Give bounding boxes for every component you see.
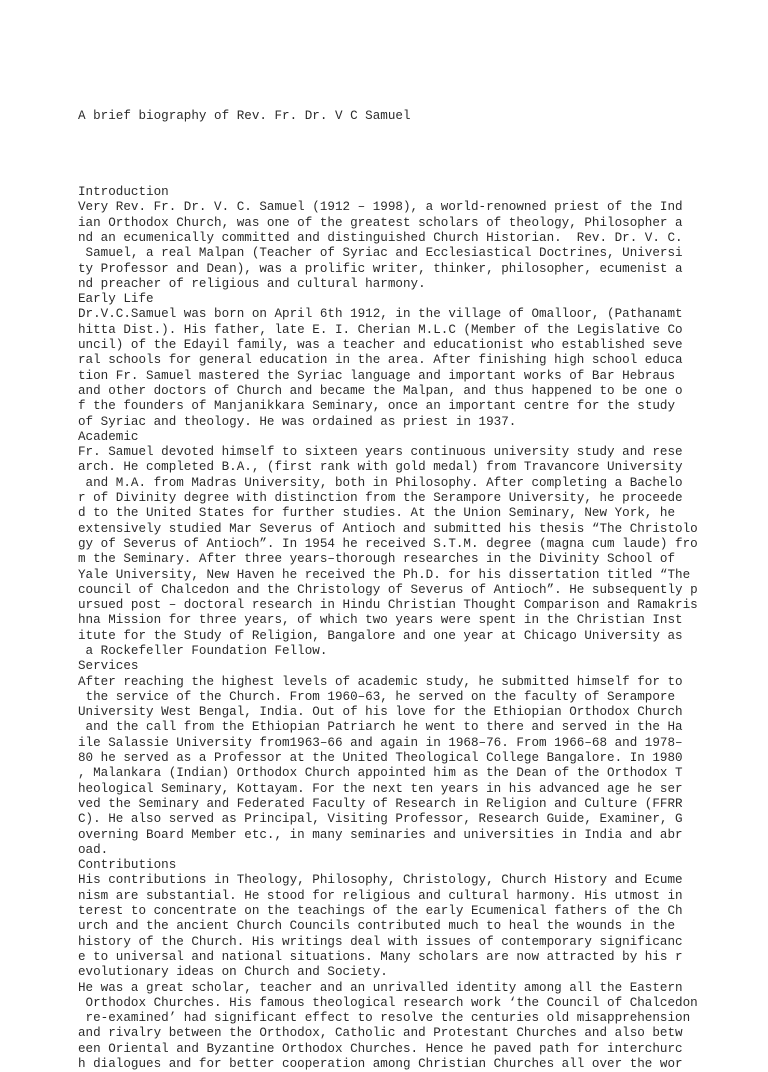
paragraph-line: terest to concentrate on the teachings of the early Ecumenical fathers of the Ch (78, 904, 683, 919)
paragraph-line: ral schools for general education in the area. After finishing high school educa (78, 353, 683, 368)
paragraph-line: nd an ecumenically committed and distinguished Church Historian. Rev. Dr. V. C. (78, 230, 683, 245)
paragraph-line: extensively studied Mar Severus of Antioch and submitted his thesis “The Christolo (78, 521, 698, 536)
paragraph-line: gy of Severus of Antioch”. In 1954 he received S.T.M. degree (magna cum laude) fro (78, 536, 698, 551)
paragraph-line: After reaching the highest levels of academic study, he submitted himself for to (78, 674, 683, 689)
paragraph-line: evolutionary ideas on Church and Society. (78, 965, 388, 980)
section-heading: Contributions (78, 858, 177, 873)
paragraph-line: uncil) of the Edayil family, was a teacher and educationist who established seve (78, 338, 683, 353)
paragraph-line: 80 he served as a Professor at the United Theological College Bangalore. In 1980 (78, 751, 683, 766)
paragraph-line: d to the United States for further studies. At the Union Seminary, New York, he (78, 506, 676, 521)
paragraph-line: h dialogues and for better cooperation among Christian Churches all over the wor (78, 1057, 683, 1071)
paragraph-line: Dr.V.C.Samuel was born on April 6th 1912, in the village of Omalloor, (Pathanamt (78, 307, 683, 322)
paragraph-line: Samuel, a real Malpan (Teacher of Syriac and Ecclesiastical Doctrines, Universi (78, 246, 683, 261)
paragraph-line: Orthodox Churches. His famous theological research work ‘the Council of Chalcedon (78, 995, 698, 1010)
paragraph-line: hna Mission for three years, of which two years were spent in the Christian Inst (78, 613, 683, 628)
paragraph-line: history of the Church. His writings deal with issues of contemporary significanc (78, 934, 683, 949)
paragraph-line: ty Professor and Dean), was a prolific writer, thinker, philosopher, ecumenist a (78, 261, 683, 276)
paragraph-line: He was a great scholar, teacher and an unrivalled identity among all the Eastern (78, 980, 683, 995)
paragraph-line: ile Salassie University from1963–66 and again in 1968–76. From 1966–68 and 1978– (78, 735, 683, 750)
paragraph-line: r of Divinity degree with distinction from the Serampore University, he proceede (78, 491, 683, 506)
section-heading: Services (78, 659, 139, 674)
paragraph-line: Yale University, New Haven he received the Ph.D. for his dissertation titled “The (78, 567, 691, 582)
paragraph-line: of Syriac and theology. He was ordained as priest in 1937. (78, 414, 517, 429)
paragraph-line: ved the Seminary and Federated Faculty of Research in Religion and Culture (FFRR (78, 796, 683, 811)
paragraph-line: Fr. Samuel devoted himself to sixteen years continuous university study and rese (78, 445, 683, 460)
paragraph-line: C). He also served as Principal, Visiting Professor, Research Guide, Examiner, G (78, 812, 683, 827)
paragraph-line: and rivalry between the Orthodox, Catholic and Protestant Churches and also betw (78, 1026, 683, 1041)
paragraph-line: and other doctors of Church and became the Malpan, and thus happened to be one o (78, 383, 683, 398)
paragraph-line: oad. (78, 842, 109, 857)
section-heading: Academic (78, 429, 139, 444)
paragraph-line: re-examined’ had significant effect to resolve the centuries old misapprehension (78, 1011, 691, 1026)
paragraph-line: f the founders of Manjanikkara Seminary, once an important centre for the study (78, 399, 676, 414)
paragraph-line: , Malankara (Indian) Orthodox Church appointed him as the Dean of the Orthodox T (78, 766, 683, 781)
paragraph-line: e to universal and national situations. Many scholars are now attracted by his r (78, 949, 683, 964)
document-page (78, 78, 728, 1072)
section-heading: Introduction (78, 185, 169, 200)
paragraph-line: een Oriental and Byzantine Orthodox Churches. Hence he paved path for interchurc (78, 1041, 683, 1056)
paragraph-line: and the call from the Ethiopian Patriarch he went to there and served in the Ha (78, 720, 683, 735)
paragraph-line: University West Bengal, India. Out of his love for the Ethiopian Orthodox Church (78, 705, 683, 720)
paragraph-line: arch. He completed B.A., (first rank with gold medal) from Travancore University (78, 460, 683, 475)
paragraph-line: ursued post – doctoral research in Hindu Christian Thought Comparison and Ramakris (78, 598, 698, 613)
paragraph-line: nd preacher of religious and cultural harmony. (78, 276, 426, 291)
paragraph-line: His contributions in Theology, Philosophy, Christology, Church History and Ecume (78, 873, 683, 888)
paragraph-line: ian Orthodox Church, was one of the greatest scholars of theology, Philosopher a (78, 215, 683, 230)
paragraph-line: overning Board Member etc., in many seminaries and universities in India and abr (78, 827, 683, 842)
paragraph-line: nism are substantial. He stood for religious and cultural harmony. His utmost in (78, 888, 683, 903)
paragraph-line: and M.A. from Madras University, both in Philosophy. After completing a Bachelo (78, 475, 683, 490)
paragraph-line: m the Seminary. After three years–thorough researches in the Divinity School of (78, 552, 676, 567)
paragraph-line: a Rockefeller Foundation Fellow. (78, 643, 328, 658)
paragraph-line: hitta Dist.). His father, late E. I. Cherian M.L.C (Member of the Legislative Co (78, 322, 683, 337)
paragraph-line: council of Chalcedon and the Christology of Severus of Antioch”. He subsequently p (78, 582, 698, 597)
paragraph-line: heological Seminary, Kottayam. For the next ten years in his advanced age he ser (78, 781, 683, 796)
paragraph-line: tion Fr. Samuel mastered the Syriac language and important works of Bar Hebraus (78, 368, 676, 383)
document-title: A brief biography of Rev. Fr. Dr. V C Samuel (78, 108, 411, 123)
blank-line (78, 154, 728, 169)
paragraph-line: Very Rev. Fr. Dr. V. C. Samuel (1912 – 1998), a world-renowned priest of the Ind (78, 200, 683, 215)
section-heading: Early Life (78, 292, 154, 307)
paragraph-line: urch and the ancient Church Councils contributed much to heal the wounds in the (78, 919, 676, 934)
paragraph-line: itute for the Study of Religion, Bangalore and one year at Chicago University as (78, 628, 683, 643)
paragraph-line: the service of the Church. From 1960–63, he served on the faculty of Serampore (78, 689, 676, 704)
